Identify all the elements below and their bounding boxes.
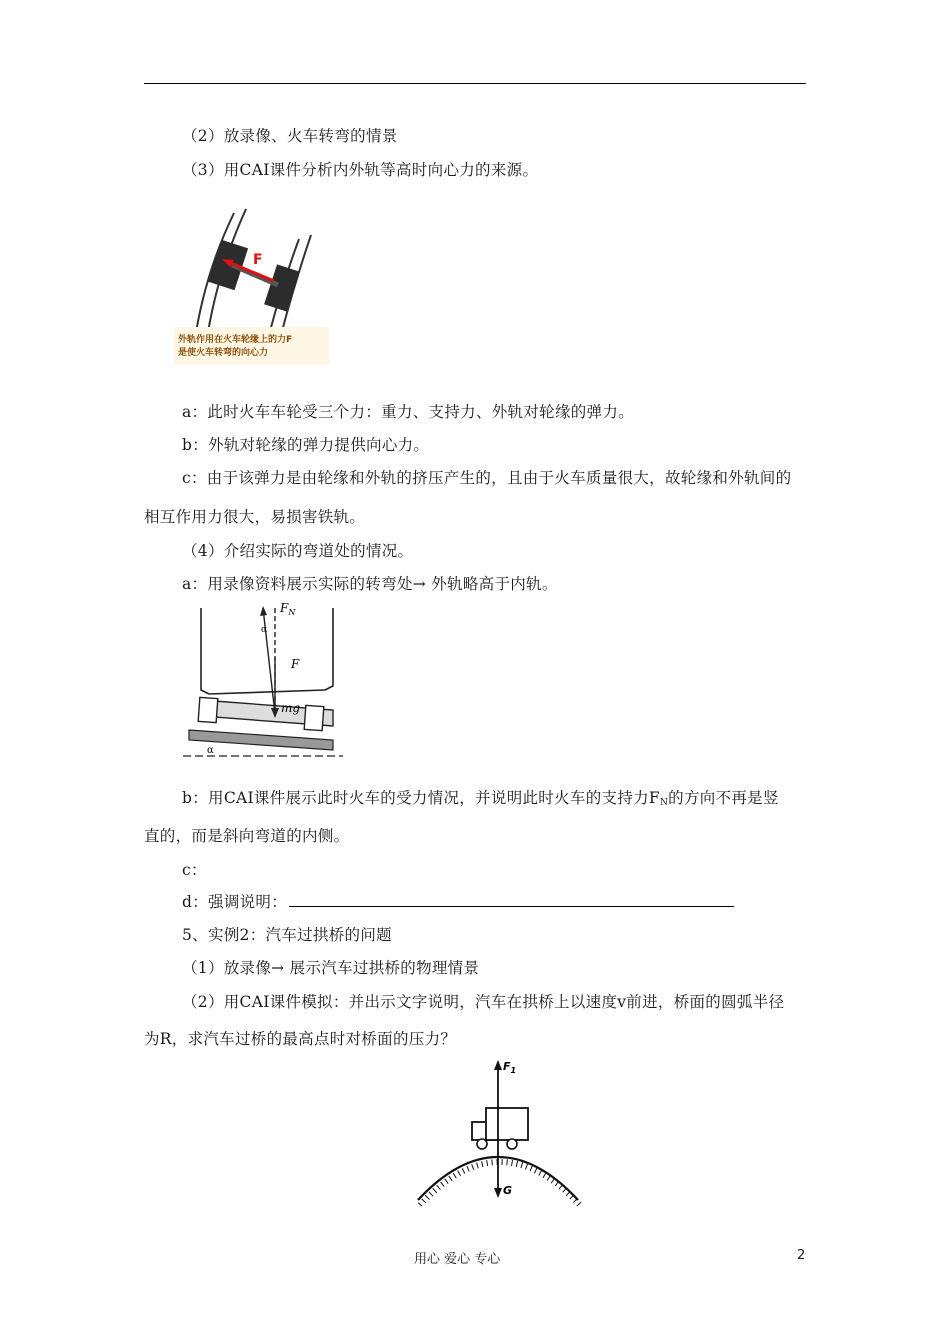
angle-label-top: α [261, 625, 268, 635]
figure-caption: 外轨作用在火车轮缘上的力F [178, 335, 293, 345]
paragraph: 相互作用力很大，易损害铁轨。 [144, 508, 366, 526]
paragraph: 直的，而是斜向弯道的内侧。 [144, 827, 350, 845]
banked-track-figure [183, 598, 343, 766]
page-footer: 用心 爱心 专心 [414, 1252, 501, 1267]
figure-caption: 是使火车转弯的向心力 [178, 348, 269, 358]
paragraph: （3）用CAI课件分析内外轨等高时向心力的来源。 [182, 161, 539, 179]
train-curve-figure [174, 205, 329, 365]
g-label: G [503, 1184, 513, 1197]
paragraph: a：用录像资料展示实际的转弯处→ 外轨略高于内轨。 [182, 575, 558, 593]
paragraph [182, 892, 734, 912]
paragraph: （2）放录像、火车转弯的情景 [182, 127, 398, 145]
paragraph-text: d：强调说明： [182, 893, 288, 911]
subscript: N [659, 798, 669, 808]
force-label: F [253, 252, 263, 268]
angle-label: α [207, 745, 214, 756]
fill-in-blank [289, 892, 734, 907]
fn-label: $F_N$ [280, 601, 296, 617]
paragraph: c： [182, 861, 207, 879]
paragraph: （1）放录像→ 展示汽车过拱桥的物理情景 [182, 959, 480, 977]
paragraph: c：由于该弹力是由轮缘和外轨的挤压产生的，且由于火车质量很大，故轮缘和外轨间的 [182, 469, 792, 487]
paragraph-text: b：用CAI课件展示此时火车的受力情况，并说明此时火车的支持力F [182, 789, 660, 807]
paragraph: 为R，求汽车过桥的最高点时对桥面的压力？ [144, 1030, 457, 1048]
mg-label: mg [281, 701, 301, 715]
paragraph: 5、实例2：汽车过拱桥的问题 [182, 926, 392, 944]
paragraph-text: 的方向不再是竖 [668, 789, 779, 807]
paragraph: a：此时火车车轮受三个力：重力、支持力、外轨对轮缘的弹力。 [182, 403, 634, 421]
paragraph: （4）介绍实际的弯道处的情况。 [182, 542, 414, 560]
paragraph: b：外轨对轮缘的弹力提供向心力。 [182, 436, 430, 454]
f1-label: $F_1$ [503, 1060, 517, 1075]
f-label: F [291, 657, 300, 671]
arch-bridge-figure [410, 1056, 585, 1206]
page-number: 2 [797, 1248, 806, 1263]
paragraph [182, 788, 779, 813]
header-rule [144, 83, 806, 84]
paragraph: （2）用CAI课件模拟：并出示文字说明，汽车在拱桥上以速度v前进，桥面的圆弧半径 [182, 993, 785, 1011]
